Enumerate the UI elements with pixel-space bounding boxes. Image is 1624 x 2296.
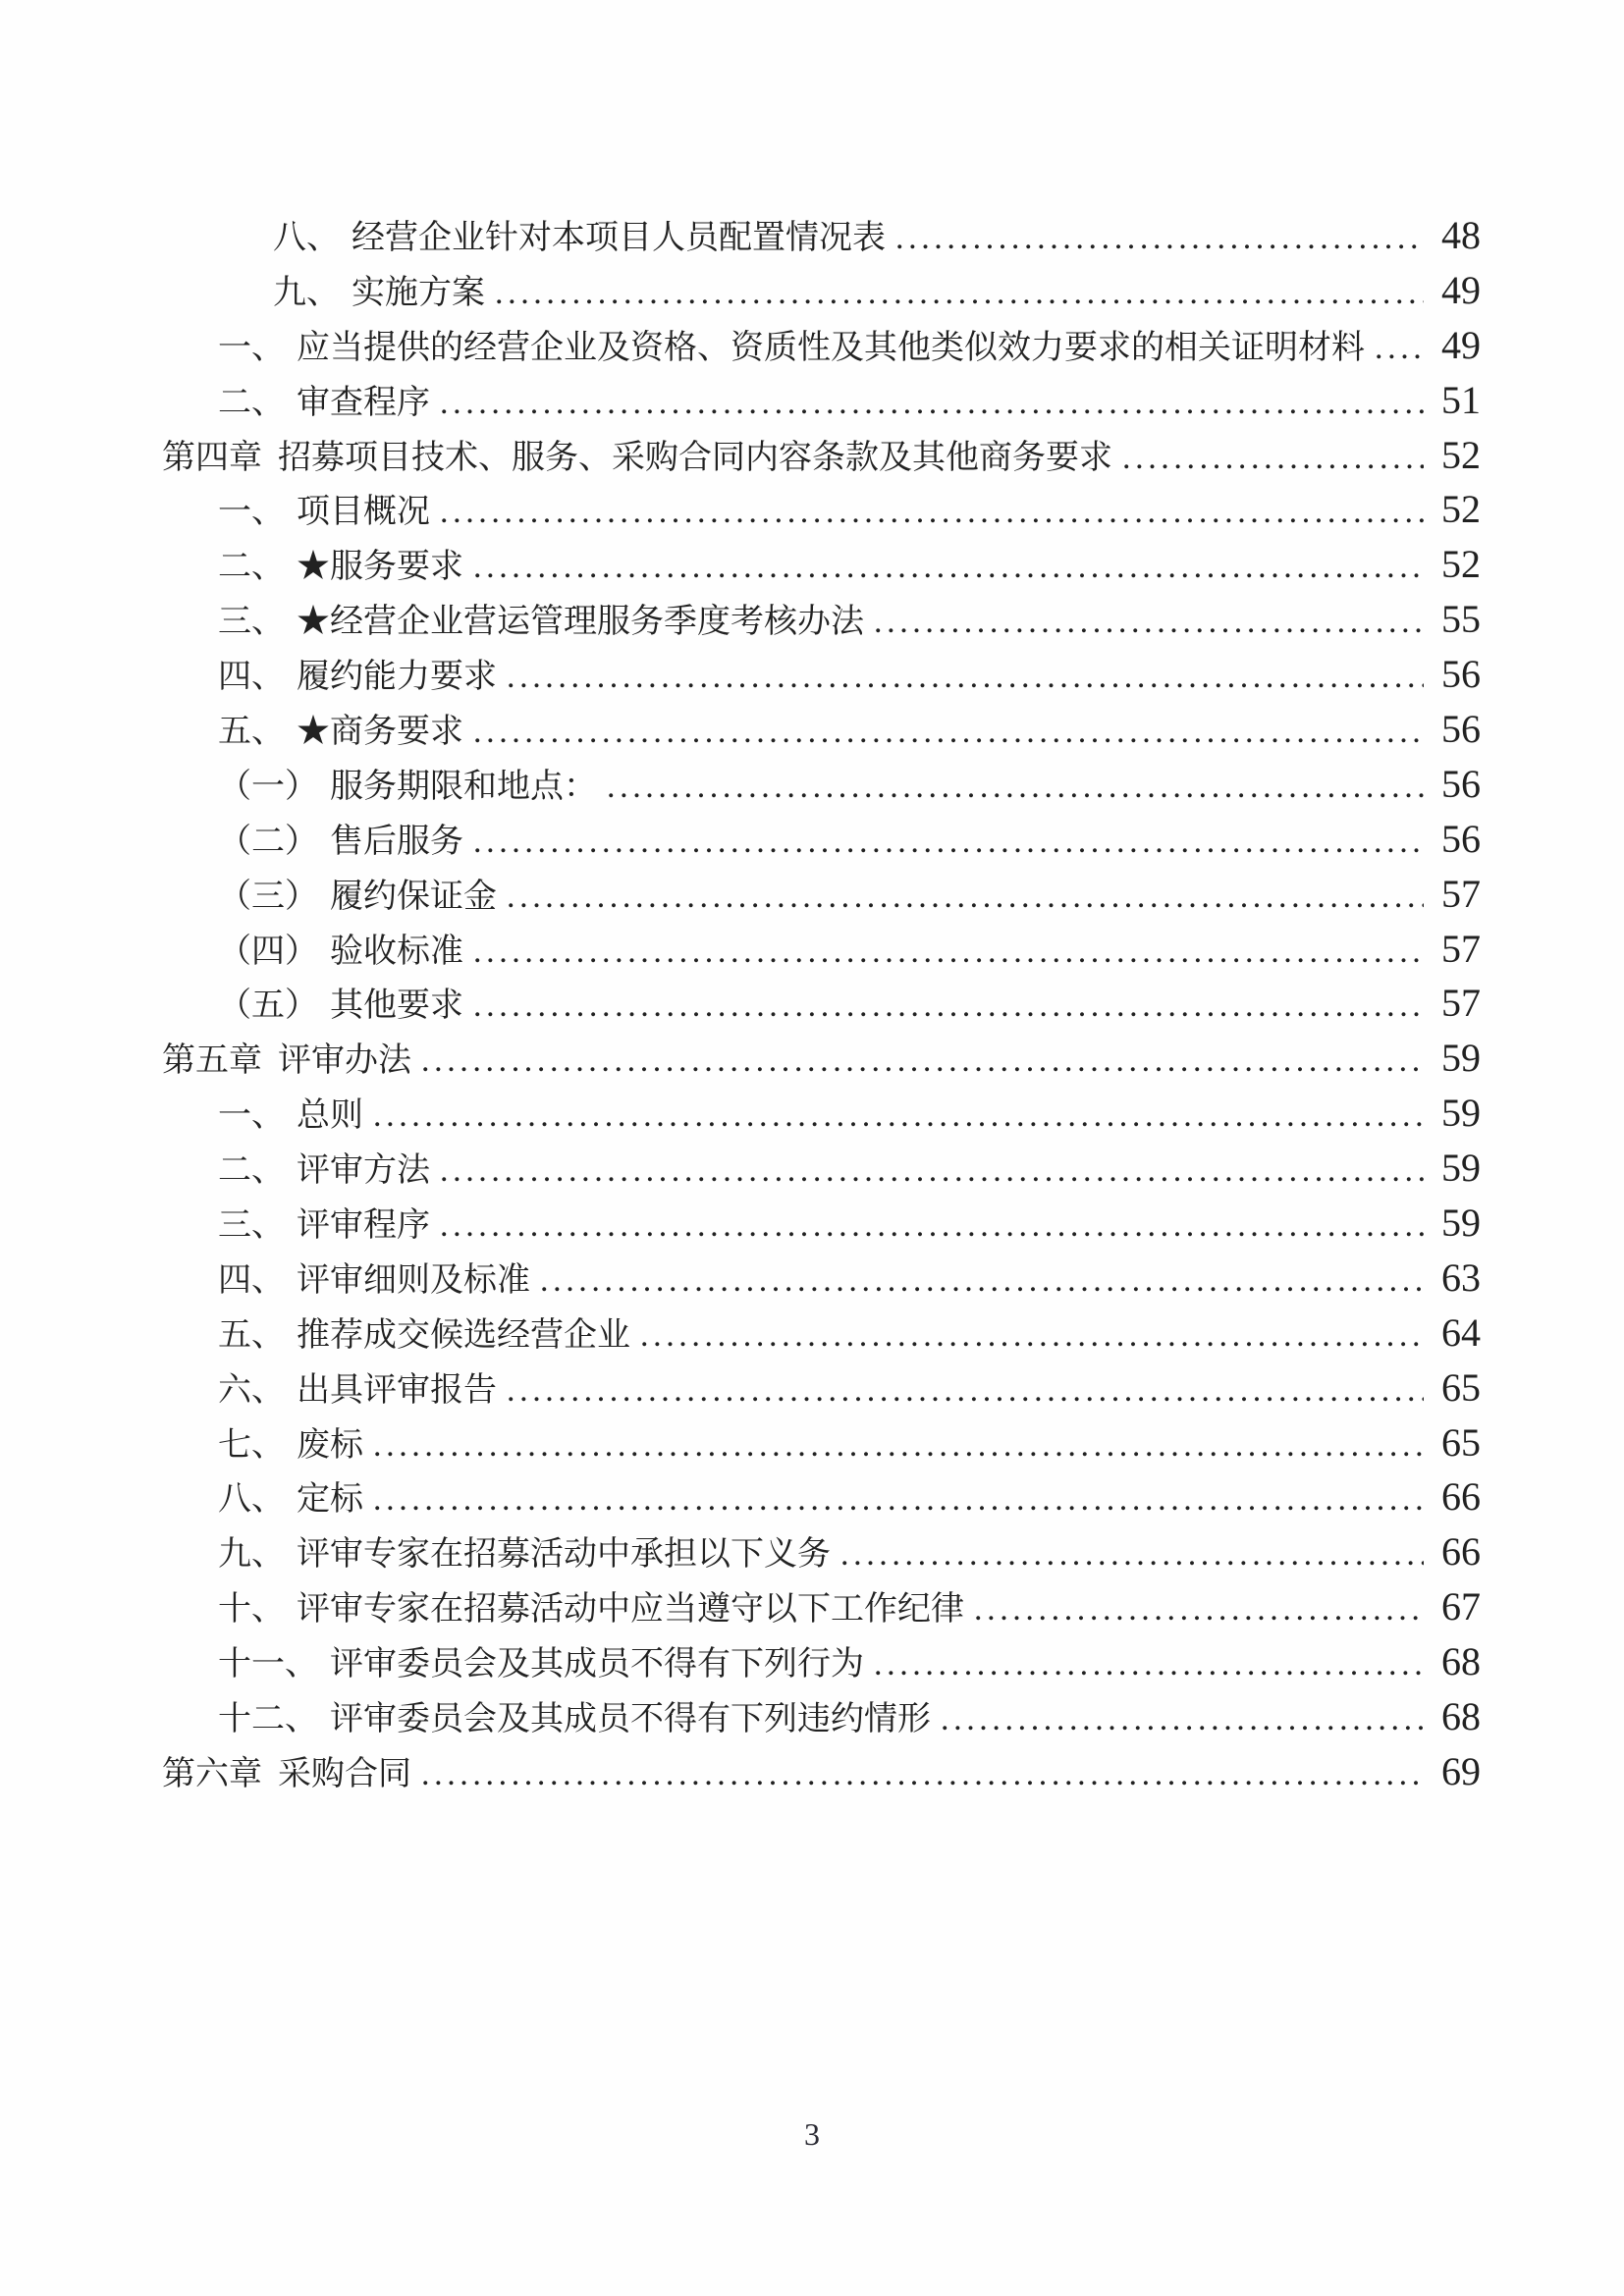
- toc-entry-number: 七、: [218, 1426, 285, 1464]
- toc-entry: [0, 702, 1481, 757]
- toc-entry-title: 项目概况: [297, 494, 430, 531]
- page-footer: [0, 2116, 1624, 2153]
- dot-leader: [495, 266, 1424, 321]
- toc-entry-page: 55: [1441, 597, 1481, 642]
- dot-leader: [1122, 431, 1424, 486]
- toc-entry-title: 履约能力要求: [297, 659, 497, 696]
- toc-entry-title: 定标: [297, 1481, 363, 1519]
- toc-entry-page: 56: [1441, 707, 1481, 752]
- toc-entry-title: 审查程序: [297, 384, 430, 421]
- dot-leader: [440, 376, 1424, 431]
- toc-entry-page: 52: [1441, 432, 1481, 477]
- toc-entry-title: 应当提供的经营企业及资格、资质性及其他类似效力要求的相关证明材料: [297, 329, 1365, 366]
- toc-entry-number: 九、: [273, 274, 340, 311]
- toc-entry-page: 57: [1441, 926, 1481, 971]
- footer-page-number: 3: [804, 2116, 820, 2152]
- toc-entry: [0, 757, 1481, 812]
- toc-entry-title: 实施方案: [352, 274, 485, 311]
- toc-entry-number: （二）: [218, 823, 318, 860]
- toc-entry-number: 八、: [273, 220, 340, 256]
- dot-leader: [941, 1692, 1424, 1747]
- toc-entry-number: 三、: [218, 1207, 285, 1245]
- toc-entry: [0, 1141, 1481, 1196]
- toc-entry-number: 第四章: [162, 439, 262, 476]
- toc-entry-page: 69: [1441, 1748, 1481, 1793]
- toc-entry: [0, 208, 1481, 263]
- toc-entry-number: 五、: [218, 714, 285, 751]
- toc-entry-number: 九、: [218, 1536, 285, 1574]
- toc-entry-number: （四）: [218, 933, 318, 970]
- toc-entry: [0, 537, 1481, 592]
- toc-entry: [0, 1469, 1481, 1524]
- toc-entry: [0, 1086, 1481, 1141]
- toc-entry-page: 49: [1441, 267, 1481, 312]
- dot-leader: [421, 1034, 1424, 1089]
- toc-entry-title: 评审方法: [297, 1152, 430, 1190]
- toc-entry-title: 验收标准: [330, 933, 463, 970]
- dot-leader: [895, 211, 1424, 266]
- toc-entry-title: ★经营企业营运管理服务季度考核办法: [297, 604, 864, 641]
- toc-entry-page: 57: [1441, 981, 1481, 1026]
- toc-entry: [0, 318, 1481, 373]
- toc-entry-page: 56: [1441, 816, 1481, 861]
- toc-entry-title: 评审专家在招募活动中应当遵守以下工作纪律: [297, 1591, 964, 1629]
- dot-leader: [440, 485, 1424, 540]
- toc-entry-number: 十一、: [218, 1646, 318, 1683]
- dot-leader: [974, 1582, 1424, 1637]
- toc-entry-number: 二、: [218, 1152, 285, 1190]
- toc-entry-page: 65: [1441, 1364, 1481, 1410]
- dot-leader: [840, 1527, 1424, 1582]
- toc-entry-number: 二、: [218, 384, 285, 421]
- toc-entry-title: 评审细则及标准: [297, 1261, 530, 1299]
- toc-entry: [0, 1689, 1481, 1744]
- toc-entry-number: 十二、: [218, 1701, 318, 1738]
- toc-entry-page: 66: [1441, 1474, 1481, 1520]
- dot-leader: [373, 1418, 1424, 1473]
- toc-entry: [0, 592, 1481, 647]
- toc-entry-page: 59: [1441, 1146, 1481, 1191]
- toc-entry: [0, 1306, 1481, 1361]
- toc-entry: [0, 1251, 1481, 1306]
- dot-leader: [473, 979, 1424, 1034]
- toc-entry-page: 56: [1441, 761, 1481, 806]
- toc-entry-page: 59: [1441, 1201, 1481, 1246]
- toc-entry-page: 48: [1441, 213, 1481, 257]
- toc-entry-number: 四、: [218, 659, 285, 696]
- toc-entry-number: 六、: [218, 1371, 285, 1409]
- toc-entry-number: 第六章: [162, 1755, 262, 1792]
- toc-entry-title: 评审委员会及其成员不得有下列行为: [330, 1646, 864, 1683]
- dot-leader: [1375, 321, 1424, 376]
- toc-entry: [0, 812, 1481, 867]
- dot-leader: [473, 925, 1424, 980]
- toc-entry-title: 评审委员会及其成员不得有下列违约情形: [330, 1701, 931, 1738]
- toc-entry-title: 评审专家在招募活动中承担以下义务: [297, 1536, 831, 1574]
- toc-entry: [0, 482, 1481, 537]
- toc-entry-number: 二、: [218, 549, 285, 586]
- toc-entry-number: 三、: [218, 604, 285, 641]
- dot-leader: [473, 705, 1424, 760]
- toc-entry-page: 68: [1441, 1639, 1481, 1684]
- dot-leader: [874, 595, 1424, 650]
- toc-entry: [0, 1744, 1481, 1799]
- dot-leader: [507, 650, 1424, 705]
- toc-entry-page: 51: [1441, 377, 1481, 422]
- toc-entry-page: 59: [1441, 1036, 1481, 1081]
- toc-entry-number: （五）: [218, 988, 318, 1025]
- toc-entry-page: 49: [1441, 322, 1481, 367]
- toc-entry-number: 十、: [218, 1591, 285, 1629]
- toc-entry-number: 一、: [218, 494, 285, 531]
- toc-entry: [0, 976, 1481, 1031]
- toc-entry-title: 经营企业针对本项目人员配置情况表: [352, 220, 886, 256]
- dot-leader: [874, 1637, 1424, 1692]
- toc-entry-page: 56: [1441, 652, 1481, 697]
- toc-entry-number: 四、: [218, 1261, 285, 1299]
- toc-entry: [0, 1579, 1481, 1634]
- dot-leader: [473, 815, 1424, 870]
- dot-leader: [640, 1308, 1424, 1363]
- toc-entry: [0, 1196, 1481, 1251]
- toc-entry-number: 一、: [218, 1097, 285, 1135]
- toc-entry: [0, 1415, 1481, 1470]
- toc-entry-number: 八、: [218, 1481, 285, 1519]
- toc-entry-title: 总则: [297, 1097, 363, 1135]
- dot-leader: [507, 1363, 1424, 1418]
- toc-entry: [0, 263, 1481, 318]
- dot-leader: [473, 540, 1424, 595]
- toc-entry: [0, 647, 1481, 702]
- toc-entry-page: 59: [1441, 1091, 1481, 1136]
- toc-entry: [0, 1634, 1481, 1689]
- toc-entry-title: 推荐成交候选经营企业: [297, 1316, 630, 1354]
- toc-entry: [0, 1031, 1481, 1086]
- toc-entry-title: 售后服务: [330, 823, 463, 860]
- toc-entry-title: 采购合同: [278, 1755, 411, 1792]
- toc-entry-page: 67: [1441, 1584, 1481, 1629]
- toc-entry-title: 评审办法: [278, 1042, 411, 1080]
- dot-leader: [373, 1472, 1424, 1527]
- toc-entry-title: 废标: [297, 1426, 363, 1464]
- toc-entry: [0, 922, 1481, 977]
- toc-entry-page: 52: [1441, 487, 1481, 532]
- toc-entry-page: 52: [1441, 542, 1481, 587]
- dot-leader: [540, 1254, 1424, 1308]
- toc-entry-number: 第五章: [162, 1042, 262, 1080]
- toc-entry-title: 服务期限和地点：: [330, 768, 597, 805]
- toc-entry: [0, 428, 1481, 483]
- toc-entry-number: 一、: [218, 329, 285, 366]
- dot-leader: [421, 1747, 1424, 1802]
- toc-entry-page: 68: [1441, 1694, 1481, 1739]
- dot-leader: [607, 760, 1424, 815]
- toc-entry-number: 五、: [218, 1316, 285, 1354]
- toc-entry-title: 其他要求: [330, 988, 463, 1025]
- toc-entry-page: 65: [1441, 1419, 1481, 1465]
- dot-leader: [373, 1089, 1424, 1144]
- dot-leader: [507, 870, 1424, 925]
- toc-entry-number: （三）: [218, 878, 318, 915]
- toc-entry-title: ★商务要求: [297, 714, 463, 751]
- toc-entry: [0, 1361, 1481, 1415]
- toc-entry: [0, 867, 1481, 922]
- toc-entry-page: 63: [1441, 1255, 1481, 1300]
- toc-entry-title: 履约保证金: [330, 878, 497, 915]
- dot-leader: [440, 1144, 1424, 1199]
- toc-entry-title: 出具评审报告: [297, 1371, 497, 1409]
- toc-entry-number: （一）: [218, 768, 318, 805]
- toc-entry-page: 64: [1441, 1309, 1481, 1355]
- toc-entry-page: 57: [1441, 871, 1481, 916]
- toc-entry-title: 评审程序: [297, 1207, 430, 1245]
- toc-entry: [0, 1524, 1481, 1579]
- toc-entry-title: ★服务要求: [297, 549, 463, 586]
- toc-entry: [0, 373, 1481, 428]
- dot-leader: [440, 1199, 1424, 1254]
- toc-entry-title: 招募项目技术、服务、采购合同内容条款及其他商务要求: [278, 439, 1112, 476]
- toc-entry-page: 66: [1441, 1529, 1481, 1575]
